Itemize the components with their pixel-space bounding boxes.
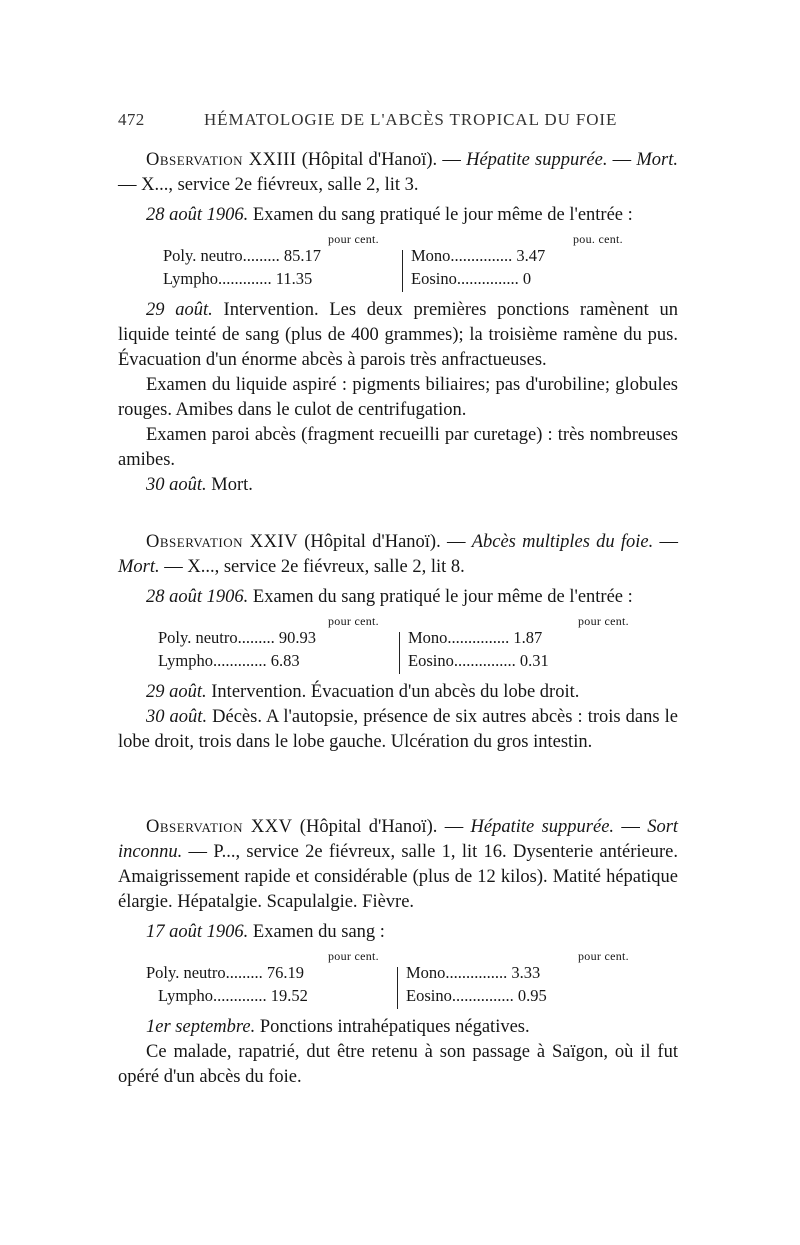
obs24-date-3: 30 août. bbox=[146, 707, 208, 727]
obs23-blood-table bbox=[118, 232, 678, 294]
obs24-dash: — bbox=[446, 532, 466, 552]
obs23-dash: — bbox=[442, 150, 461, 170]
obs24-label: Observation XXIV bbox=[146, 532, 299, 552]
obs25-date: 17 août 1906. bbox=[146, 922, 249, 942]
obs25-dash-2: — bbox=[621, 817, 640, 837]
obs25-label: Observation XXV bbox=[146, 817, 293, 837]
table-header: pour cent. bbox=[578, 614, 629, 628]
obs23-exam: Examen du sang pratiqué le jour même de l'entrée : bbox=[252, 205, 633, 225]
obs24-intervention bbox=[118, 680, 678, 705]
table-cell: Lympho............. 11.35 bbox=[163, 269, 313, 288]
obs23-diagnosis: Hépatite suppurée. bbox=[466, 150, 608, 170]
obs25-exam: Examen du sang : bbox=[252, 922, 385, 942]
obs24-dash-2: — bbox=[659, 532, 678, 552]
table-header: pour cent. bbox=[328, 614, 379, 628]
table-divider bbox=[399, 632, 400, 674]
obs23-liquid: Examen du liquide aspiré : pigments biliaires; pas d'urobiline; globules rouges. Amibes dans le culot de centrifugation. bbox=[118, 375, 678, 420]
obs23-death: Mort. bbox=[211, 475, 253, 495]
page-number: 472 bbox=[118, 110, 145, 129]
obs23-exam-line bbox=[118, 203, 678, 228]
obs23-death-line bbox=[118, 473, 678, 498]
table-cell: Lympho............. 6.83 bbox=[158, 651, 300, 670]
obs23-date: 28 août 1906. bbox=[146, 205, 249, 225]
obs25-punctions-line bbox=[118, 1015, 678, 1040]
table-cell: Eosino............... 0.31 bbox=[408, 651, 549, 670]
obs24-patient: — X..., service 2e fiévreux, salle 2, lit 8. bbox=[164, 557, 465, 577]
obs25-date-2: 1er septembre. bbox=[146, 1017, 256, 1037]
table-cell: Lympho............. 19.52 bbox=[158, 986, 308, 1005]
obs23-place: (Hôpital d'Hanoï). bbox=[301, 150, 438, 170]
table-cell: Mono............... 3.33 bbox=[406, 963, 541, 982]
obs23-outcome: Mort. bbox=[636, 150, 679, 170]
table-cell: Poly. neutro......... 85.17 bbox=[163, 246, 321, 265]
obs25-blood-table bbox=[118, 949, 678, 1011]
obs24-date-2: 29 août. bbox=[146, 682, 207, 702]
obs23-patient: — X..., service 2e fiévreux, salle 2, lit 3. bbox=[118, 175, 419, 195]
obs25-exam-line bbox=[118, 920, 678, 945]
observation-23 bbox=[118, 148, 678, 498]
observation-24 bbox=[118, 530, 678, 755]
obs25-outcome: Sort inconnu. bbox=[118, 817, 679, 862]
obs23-label: Observation XXIII bbox=[146, 150, 297, 170]
obs24-outcome: Mort. bbox=[118, 557, 160, 577]
table-cell: Eosino............... 0 bbox=[411, 269, 532, 288]
obs24-death: Décès. A l'autopsie, présence de six autres abcès : trois dans le lobe droit, trois dans le lobe gauche. Ulcération du gros intestin. bbox=[118, 707, 678, 752]
obs24-blood-table bbox=[118, 614, 678, 676]
table-header: pour cent. bbox=[578, 949, 629, 963]
table-cell: Eosino............... 0.95 bbox=[406, 986, 547, 1005]
obs23-date-2: 29 août. bbox=[146, 300, 213, 320]
obs25-diagnosis: Hépatite suppurée. bbox=[470, 817, 615, 837]
table-cell: Poly. neutro......... 90.93 bbox=[158, 628, 316, 647]
obs24-diagnosis: Abcès multiples du foie. bbox=[471, 532, 654, 552]
obs24-place: (Hôpital d'Hanoï). bbox=[304, 532, 441, 552]
obs25-heading bbox=[118, 815, 678, 915]
obs23-intervention bbox=[118, 298, 678, 373]
obs24-death-line bbox=[118, 705, 678, 755]
obs24-heading bbox=[118, 530, 678, 580]
running-title: HÉMATOLOGIE DE L'ABCÈS TROPICAL DU FOIE bbox=[204, 110, 618, 129]
obs25-place: (Hôpital d'Hanoï). bbox=[299, 817, 438, 837]
table-cell: Mono............... 1.87 bbox=[408, 628, 543, 647]
obs24-intervention-text: Intervention. Évacuation d'un abcès du lobe droit. bbox=[211, 682, 580, 702]
table-header: pour cent. bbox=[328, 949, 379, 963]
table-cell: Poly. neutro......... 76.19 bbox=[146, 963, 304, 982]
table-divider bbox=[402, 250, 403, 292]
table-divider bbox=[397, 967, 398, 1009]
obs25-final: Ce malade, rapatrié, dut être retenu à son passage à Saïgon, où il fut opéré d'un abcès du foie. bbox=[118, 1042, 678, 1087]
table-cell: Mono............... 3.47 bbox=[411, 246, 546, 265]
obs24-exam: Examen du sang pratiqué le jour même de l'entrée : bbox=[252, 587, 633, 607]
obs24-exam-line bbox=[118, 585, 678, 610]
obs23-dash-2: — bbox=[612, 150, 632, 170]
obs23-date-3: 30 août. bbox=[146, 475, 207, 495]
obs23-wall: Examen paroi abcès (fragment recueilli par curetage) : très nombreuses amibes. bbox=[118, 425, 678, 470]
obs23-intervention-text: Intervention. Les deux premières ponctions ramènent un liquide teinté de sang (plus de 400 grammes); la troisième ramène du pus. Évacuation d'un énorme abcès à parois très anfractueuses. bbox=[118, 300, 679, 370]
obs24-date: 28 août 1906. bbox=[146, 587, 249, 607]
obs23-heading bbox=[118, 148, 678, 198]
obs25-dash: — bbox=[444, 817, 464, 837]
obs25-punctions: Ponctions intrahépatiques négatives. bbox=[259, 1017, 530, 1037]
table-header: pou. cent. bbox=[573, 232, 623, 246]
table-header: pour cent. bbox=[328, 232, 379, 246]
observation-25 bbox=[118, 815, 678, 1090]
obs25-patient: — P..., service 2e fiévreux, salle 1, lit 16. Dysenterie antérieure. Amaigrissement rapide et considérable (plus de 12 kilos). Matité hépatique élargie. Hépatalgie. Scapulalgie. Fièvre. bbox=[118, 842, 678, 912]
